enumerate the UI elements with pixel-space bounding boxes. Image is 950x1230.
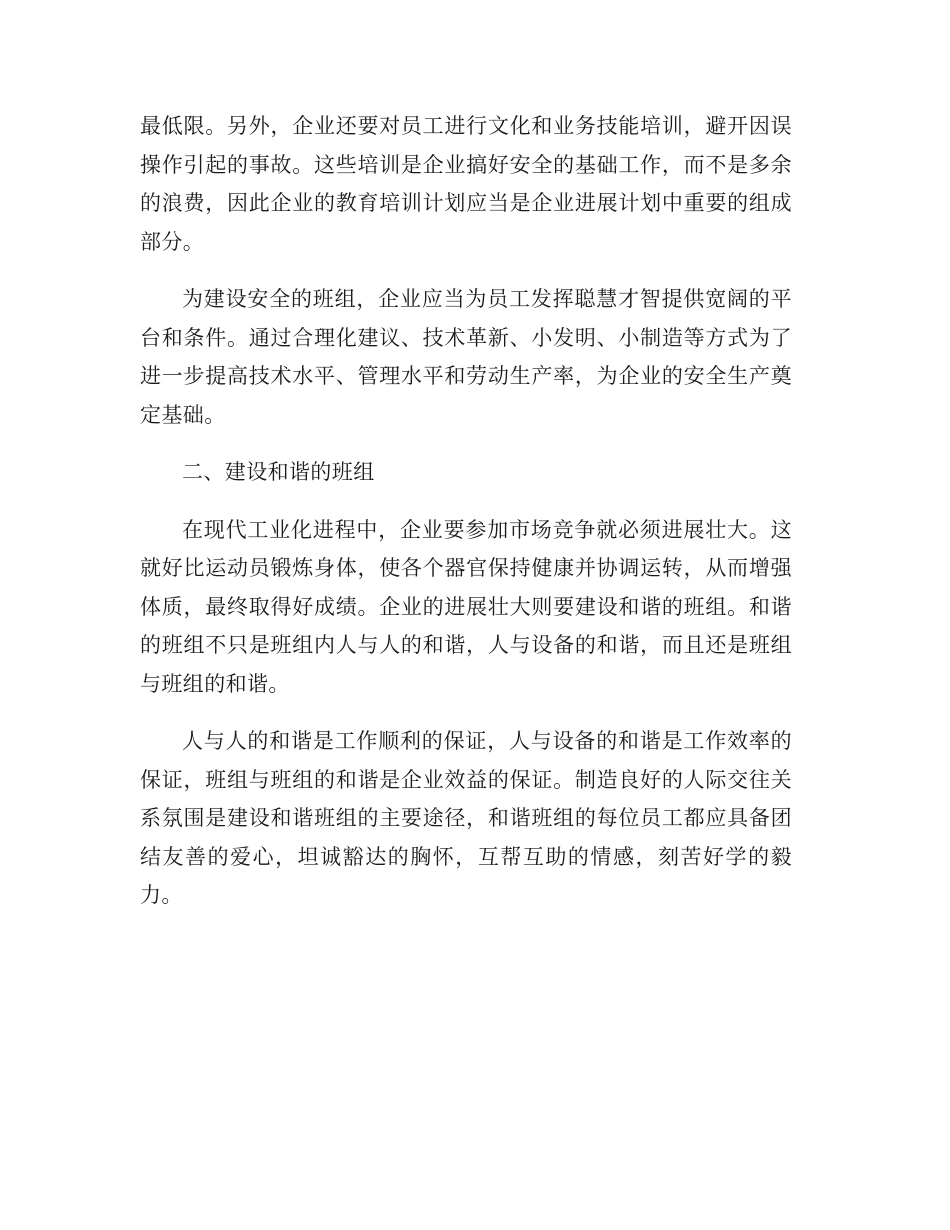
paragraph-harmony-guarantee: 人与人的和谐是工作顺利的保证，人与设备的和谐是工作效率的保证，班组与班组的和谐是企业效益的保证。制造良好的人际交往关系氛围是建设和谐班组的主要途径，和谐班组的每位员工都应具备团结友善的爱心，坦诚豁达的胸怀，互帮互助的情感，刻苦好学的毅力。 xyxy=(140,729,792,907)
section-heading-harmonious-team: 二、建设和谐的班组 xyxy=(182,460,375,484)
paragraph-industrialization: 在现代工业化进程中，企业要参加市场竞争就必须进展壮大。这就好比运动员锻炼身体，使各个器官保持健康并协调运转，从而增强体质，最终取得好成绩。企业的进展壮大则要建设和谐的班组。和谐的班组不只是班组内人与人的和谐，人与设备的和谐，而且还是班组与班组的和谐。 xyxy=(140,517,792,696)
paragraph-training: 最低限。另外，企业还要对员工进行文化和业务技能培训，避开因误操作引起的事故。这些培训是企业搞好安全的基础工作，而不是多余的浪费，因此企业的教育培训计划应当是企业进展计划中重要的组成部分。 xyxy=(140,114,792,254)
document-body xyxy=(140,107,792,934)
paragraph-safe-team: 为建设安全的班组，企业应当为员工发挥聪慧才智提供宽阔的平台和条件。通过合理化建议、技术革新、小发明、小制造等方式为了进一步提高技术水平、管理水平和劳动生产率，为企业的安全生产奠定基础。 xyxy=(140,287,792,427)
